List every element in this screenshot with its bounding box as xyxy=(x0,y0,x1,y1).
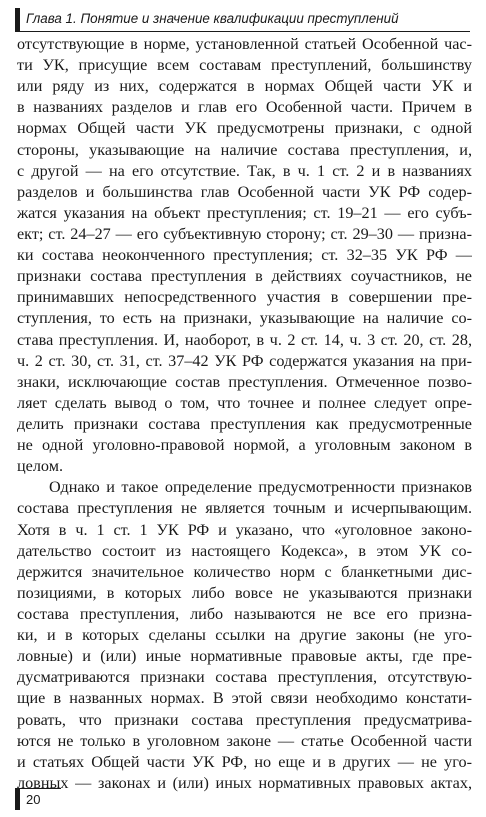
text-line: дательство состоит из настоящего Кодекса», в этом УК со- xyxy=(17,541,472,560)
text-line: делить признаки состава преступления как предусмотренные xyxy=(17,414,472,433)
text-line: ки, и в которых сделаны ссылки на другие законы (не уго- xyxy=(17,626,472,645)
text-line: Однако и такое определение предусмотренности признаков xyxy=(49,478,472,497)
text-line: жатся указания на объект преступления; ст. 19–21 — его субъ- xyxy=(17,203,472,222)
text-line: Хотя в ч. 1 ст. 1 УК РФ и указано, что «уголовное законо- xyxy=(17,520,472,539)
text-line: с другой — на его отсутствие. Так, в ч. 1 ст. 2 и в названиях xyxy=(17,161,472,180)
text-line: и статьях Общей части УК РФ, но еще и в других — не уго- xyxy=(17,752,472,771)
text-line: нормах Общей части УК предусмотрены признаки, с одной xyxy=(17,119,472,138)
text-line: ляет сделать вывод о том, что точнее и полнее следует опре- xyxy=(17,393,472,412)
text-line: ти УК, присущие всем составам преступлений, большинству xyxy=(17,56,472,75)
paragraph-1 xyxy=(17,34,472,477)
text-line: целом. xyxy=(17,457,64,476)
text-line: в названиях разделов и глав его Особенной части. Причем в xyxy=(17,98,472,117)
text-line: состава преступления, либо называются не все его призна- xyxy=(17,604,472,623)
text-line: ект; ст. 24–27 — его субъективную сторону; ст. 29–30 — призна- xyxy=(17,224,472,243)
text-line: разделов и большинства глав Особенной части УК РФ содер- xyxy=(17,182,472,201)
text-line: става преступления. И, наоборот, в ч. 2 ст. 14, ч. 3 ст. 20, ст. 28, xyxy=(17,330,472,349)
text-line: состава преступления не является точным и исчерпывающим. xyxy=(17,499,472,518)
text-line: стороны, указывающие на наличие состава преступления, и, xyxy=(17,140,472,159)
running-head: Глава 1. Понятие и значение квалификации преступлений xyxy=(15,8,470,32)
text-line: ровать, что признаки состава преступления предусматрива- xyxy=(17,710,472,729)
text-line: не одной уголовно-правовой нормой, а уголовным законом в xyxy=(17,436,472,455)
text-line: щие в названных нормах. В этой связи необходимо констати- xyxy=(17,689,472,708)
text-line: ки состава неоконченного преступления; ст. 32–35 УК РФ — xyxy=(17,246,472,265)
page-number: 20 xyxy=(15,788,61,810)
text-line: знаки, исключающие состав преступления. Отмеченное позво- xyxy=(17,372,472,391)
text-line: ч. 2 ст. 30, ст. 31, ст. 37–42 УК РФ содержатся указания на при- xyxy=(17,351,472,370)
text-line: держится значительное количество норм с бланкетными дис- xyxy=(17,562,472,581)
text-line: ловных — законах и (или) иных нормативных правовых актах, xyxy=(17,773,472,792)
text-line: принимавших непосредственного участия в совершении пре- xyxy=(17,288,472,307)
text-line: позициями, в которых либо вовсе не указываются признаки xyxy=(17,583,472,602)
text-line: ловные) и (или) иные нормативные правовые акты, где пре- xyxy=(17,647,472,666)
text-line: дусматриваются признаки состава преступления, отсутствую- xyxy=(17,668,472,687)
body-text xyxy=(17,34,472,794)
paragraph-2 xyxy=(17,477,472,794)
text-line: или ряду из них, содержатся в нормах Общей части УК и xyxy=(17,77,472,96)
text-line: ступления, то есть на признаки, указывающие на наличие со- xyxy=(17,309,472,328)
text-line: отсутствующие в норме, установленной статьей Особенной час- xyxy=(17,35,472,53)
text-line: ются не только в уголовном законе — статье Особенной части xyxy=(17,731,472,750)
text-line: признаки состава преступления в действиях соучастников, не xyxy=(17,267,472,286)
